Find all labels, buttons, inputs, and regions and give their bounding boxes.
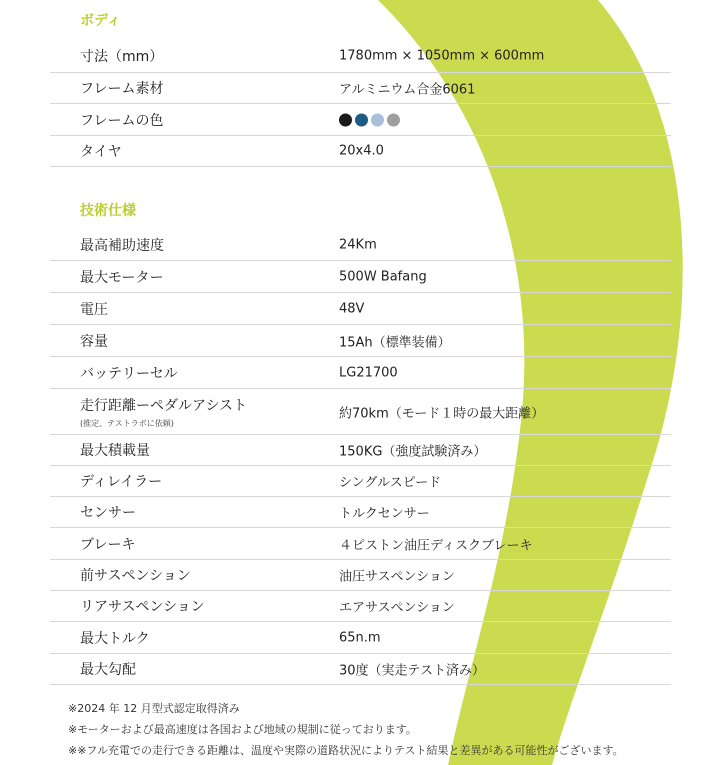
spec-value: LG21700	[339, 365, 398, 380]
spec-value: 30度（実走テスト済み）	[339, 663, 486, 679]
footnote-certification: ※2024 年 12 月型式認定取得済み	[68, 702, 240, 715]
spec-value: シングルスピード	[339, 475, 442, 491]
spec-label: ディレイラー	[80, 474, 163, 490]
spec-row-brake	[50, 528, 671, 560]
body-spec-table	[50, 40, 671, 167]
spec-label: 電圧	[80, 301, 108, 318]
color-swatches	[339, 113, 400, 126]
spec-row-tire	[50, 136, 671, 167]
section-title-body: ボディ	[80, 13, 121, 29]
spec-label: 最大モーター	[80, 269, 164, 286]
spec-value: 24Km	[339, 237, 377, 252]
spec-label: センサー	[80, 505, 136, 521]
spec-label-note: (推定、テストラボに依頼)	[80, 418, 174, 428]
spec-row-battery-cell	[50, 357, 671, 389]
color-swatch-gray	[387, 113, 400, 126]
spec-row-rear-suspension	[50, 591, 671, 622]
spec-label: フレームの色	[80, 112, 164, 129]
spec-value: トルクセンサー	[339, 506, 430, 522]
spec-row-frame-color	[50, 104, 671, 136]
spec-row-max-load	[50, 435, 671, 466]
spec-row-max-motor	[50, 261, 671, 293]
spec-row-sensor	[50, 497, 671, 528]
spec-label: 前サスペンション	[80, 568, 191, 584]
spec-row-front-suspension	[50, 560, 671, 591]
spec-value: 20x4.0	[339, 143, 384, 159]
spec-label: リアサスペンション	[80, 599, 205, 615]
spec-label: 容量	[80, 333, 108, 350]
footnote-range-disclaimer: ※※フル充電での走行できる距離は、温度や実際の道路状況によりテスト結果と差異がある可能性がございます。	[68, 744, 624, 757]
spec-label: ブレーキ	[80, 536, 136, 553]
spec-label	[80, 395, 247, 429]
color-swatch-black	[339, 113, 352, 126]
spec-value: 1780mm × 1050mm × 600mm	[339, 48, 545, 64]
color-swatch-blue	[355, 113, 368, 126]
section-title-specs: 技術仕様	[80, 203, 136, 219]
spec-row-voltage	[50, 293, 671, 325]
spec-value: 15Ah（標準装備）	[339, 335, 451, 350]
technical-spec-table	[50, 229, 671, 685]
spec-row-max-assist-speed	[50, 229, 671, 261]
spec-label: 最大勾配	[80, 662, 136, 678]
footnotes	[68, 698, 624, 761]
spec-value: ４ピストン油圧ディスクブレーキ	[339, 538, 533, 553]
spec-label: バッテリーセル	[80, 365, 178, 382]
spec-label: フレーム素材	[80, 81, 164, 97]
spec-value: 65n.m	[339, 630, 381, 645]
spec-row-max-torque	[50, 622, 671, 654]
spec-label: 最大トルク	[80, 630, 150, 647]
spec-row-frame-material	[50, 73, 671, 104]
spec-value: エアサスペンション	[339, 600, 455, 616]
spec-value: 約70km（モード１時の最大距離）	[339, 406, 545, 421]
spec-row-max-gradient	[50, 654, 671, 685]
spec-value: 油圧サスペンション	[339, 569, 455, 585]
spec-label: 最高補助速度	[80, 237, 164, 254]
spec-row-range	[50, 389, 671, 435]
spec-row-capacity	[50, 325, 671, 357]
spec-value: アルミニウム合金6061	[339, 82, 476, 98]
spec-label: タイヤ	[80, 144, 122, 160]
color-swatch-light-blue	[371, 113, 384, 126]
spec-row-dimensions	[50, 40, 671, 73]
spec-value: 500W Bafang	[339, 269, 427, 284]
spec-value: 48V	[339, 301, 365, 316]
footnote-regulation: ※モーターおよび最高速度は各国および地域の規制に従っております。	[68, 723, 417, 736]
spec-value: 150KG（強度試験済み）	[339, 444, 487, 460]
spec-label: 寸法（mm）	[80, 49, 164, 65]
spec-row-derailleur	[50, 466, 671, 497]
spec-label-text: 走行距離ーペダルアシスト	[80, 397, 248, 414]
spec-label: 最大積載量	[80, 443, 150, 459]
